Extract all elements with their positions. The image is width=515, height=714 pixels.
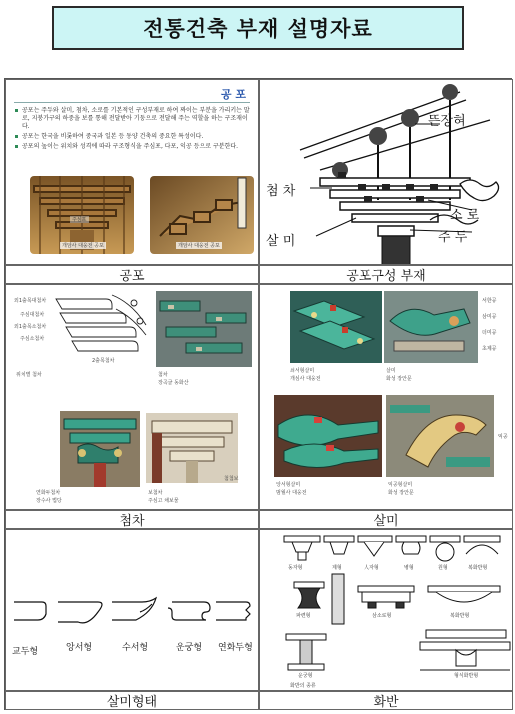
cheomcha-caption-8: 첨첩보 — [224, 476, 239, 482]
page-title: 전통건축 부재 설명자료 — [52, 6, 464, 50]
cheomcha-photo-1 — [156, 291, 252, 367]
salmi-caption-7: 익공형살미 — [388, 482, 413, 488]
cheomcha-caption-4: 연화두첨차 — [36, 490, 61, 496]
caption-row-2 — [5, 510, 513, 529]
salmi-caption-2: 개심사 대웅전 — [290, 376, 321, 382]
salmi-side-label-1: 서한공 — [482, 298, 497, 304]
salmi-photo-2 — [384, 291, 478, 363]
hwaban-label-9: 복화반형 — [450, 613, 470, 619]
bullet-2: 공포는 한국을 비롯하여 중국과 일본 등 동양 건축의 중요한 특성이다. — [14, 133, 250, 141]
gongpo-bullets — [14, 107, 250, 153]
hwaban-label-4: 병형 — [404, 565, 414, 571]
cheomcha-caption-3: 장곡굴 동화산 — [158, 380, 189, 386]
salmi-shape-profiles — [6, 582, 259, 642]
salmi-caption-9: 익공 — [498, 434, 508, 440]
caption-hwaban: 화반 — [259, 691, 513, 710]
hwaban-label-6: 복화반형 — [468, 565, 488, 571]
cheomcha-diagram-label-2: 주심대첨차 — [20, 312, 45, 318]
hwaban-label-10: 운궁형 — [298, 673, 313, 679]
salmi-side-label-4: 초제공 — [482, 346, 497, 352]
hwaban-label-7: 파련형 — [296, 613, 311, 619]
gongpo-slide — [5, 79, 259, 265]
cheomcha-panel — [5, 284, 259, 510]
caption-row-3 — [5, 691, 513, 710]
hwaban-label-12: 형식화반형 — [454, 673, 479, 679]
label-soro: 소 로 — [450, 208, 480, 223]
hwaban-label-5: 원형 — [438, 565, 448, 571]
hwaban-label-1: 동자형 — [288, 565, 303, 571]
gongpo-photo-2 — [150, 176, 254, 254]
salmi-shapes-panel — [5, 529, 259, 691]
label-cheomcha: 첨 차 — [266, 184, 296, 199]
cheomcha-photo-2 — [60, 411, 140, 487]
cheomcha-caption-5: 장수사 법당 — [36, 498, 62, 504]
cheomcha-diagram-label-3: 외1출목소첨차 — [14, 324, 47, 330]
shape-label-ungung: 운궁형 — [176, 643, 203, 653]
bullet-3: 공포의 높이는 위치와 성격에 따라 구조형식을 주심포, 다포, 익공 등으로 구분한다. — [14, 143, 250, 151]
caption-gongpo: 공포 — [5, 265, 259, 284]
salmi-caption-4: 화성 장안문 — [386, 376, 412, 382]
gongpo-photo-1-caption: 개암사 대웅전 공포 — [62, 243, 104, 249]
cheomcha-diagram-label-4: 주심소첨차 — [20, 336, 45, 342]
cheomcha-diagram-sub: 2출목첨차 — [92, 358, 115, 364]
cheomcha-line-diagram — [52, 291, 152, 363]
salmi-panel — [259, 284, 513, 510]
shape-label-suseo: 수서형 — [122, 643, 149, 653]
image-grid — [4, 78, 512, 710]
salmi-caption-3: 살미 — [386, 368, 396, 374]
hwaban-drawings — [260, 530, 513, 691]
cheomcha-caption-1: 위치별 첨차 — [16, 372, 42, 378]
gongpo-slide-heading: 공 포 — [220, 88, 246, 101]
bullet-1: 공포는 주두와 살미, 첨차, 소로를 기본적인 구성부재로 하여 짜이는 부분을 가리키는 말로, 지붕가구의 하중을 보를 통해 전달받아 기둥으로 전달해 주는 역할을 하는 구조재이다. — [14, 107, 250, 131]
cheomcha-diagram-label-1: 외1출목대첨차 — [14, 298, 47, 304]
salmi-photo-3 — [274, 395, 382, 477]
bracket-structure-diagram — [260, 80, 513, 265]
hwaban-label-8: 삼소로형 — [372, 613, 392, 619]
shape-label-yeonhwadu: 연화두형 — [218, 643, 253, 653]
salmi-caption-5: 앙서형살미 — [276, 482, 301, 488]
hwaban-label-2: 제형 — [332, 565, 342, 571]
caption-salmi: 살미 — [259, 510, 513, 529]
cheomcha-photo-3 — [146, 413, 238, 483]
label-judu: 주 두 — [438, 230, 468, 245]
heading-rule — [14, 102, 250, 103]
hwaban-panel — [259, 529, 513, 691]
hwaban-label-11: 화반의 종류 — [290, 683, 316, 689]
cheomcha-caption-2: 첨차 — [158, 372, 168, 378]
shape-label-gyodu: 교두형 — [12, 647, 39, 657]
salmi-photo-1 — [290, 291, 382, 363]
cheomcha-caption-6: 보첨차 — [148, 490, 163, 496]
caption-components: 공포구성 부재 — [259, 265, 513, 284]
caption-row-1 — [5, 265, 513, 284]
cheomcha-caption-7: 주심고 채보물 — [148, 498, 179, 504]
shape-label-angseo: 앙서형 — [66, 643, 93, 653]
salmi-caption-8: 화성 장안문 — [388, 490, 414, 496]
salmi-caption-1: 쇠서형살미 — [290, 368, 315, 374]
salmi-side-label-2: 삼미공 — [482, 314, 497, 320]
gongpo-photo-2-caption: 개암사 대웅전 공포 — [178, 243, 220, 249]
salmi-photo-4 — [386, 395, 494, 477]
gongpo-photo-1 — [30, 176, 134, 254]
caption-cheomcha: 첨차 — [5, 510, 259, 529]
label-salmi: 살 미 — [266, 234, 296, 249]
caption-salmi-shapes: 살미형태 — [5, 691, 259, 710]
gongpo-components-diagram — [259, 79, 513, 265]
salmi-caption-6: 범월사 대웅전 — [276, 490, 307, 496]
photo-inner-label: 주심포 — [72, 217, 87, 223]
salmi-side-label-3: 더미공 — [482, 330, 497, 336]
label-tteunjanghyeo: 뜬장혀 — [428, 114, 466, 129]
hwaban-label-3: 人자형 — [364, 565, 379, 571]
